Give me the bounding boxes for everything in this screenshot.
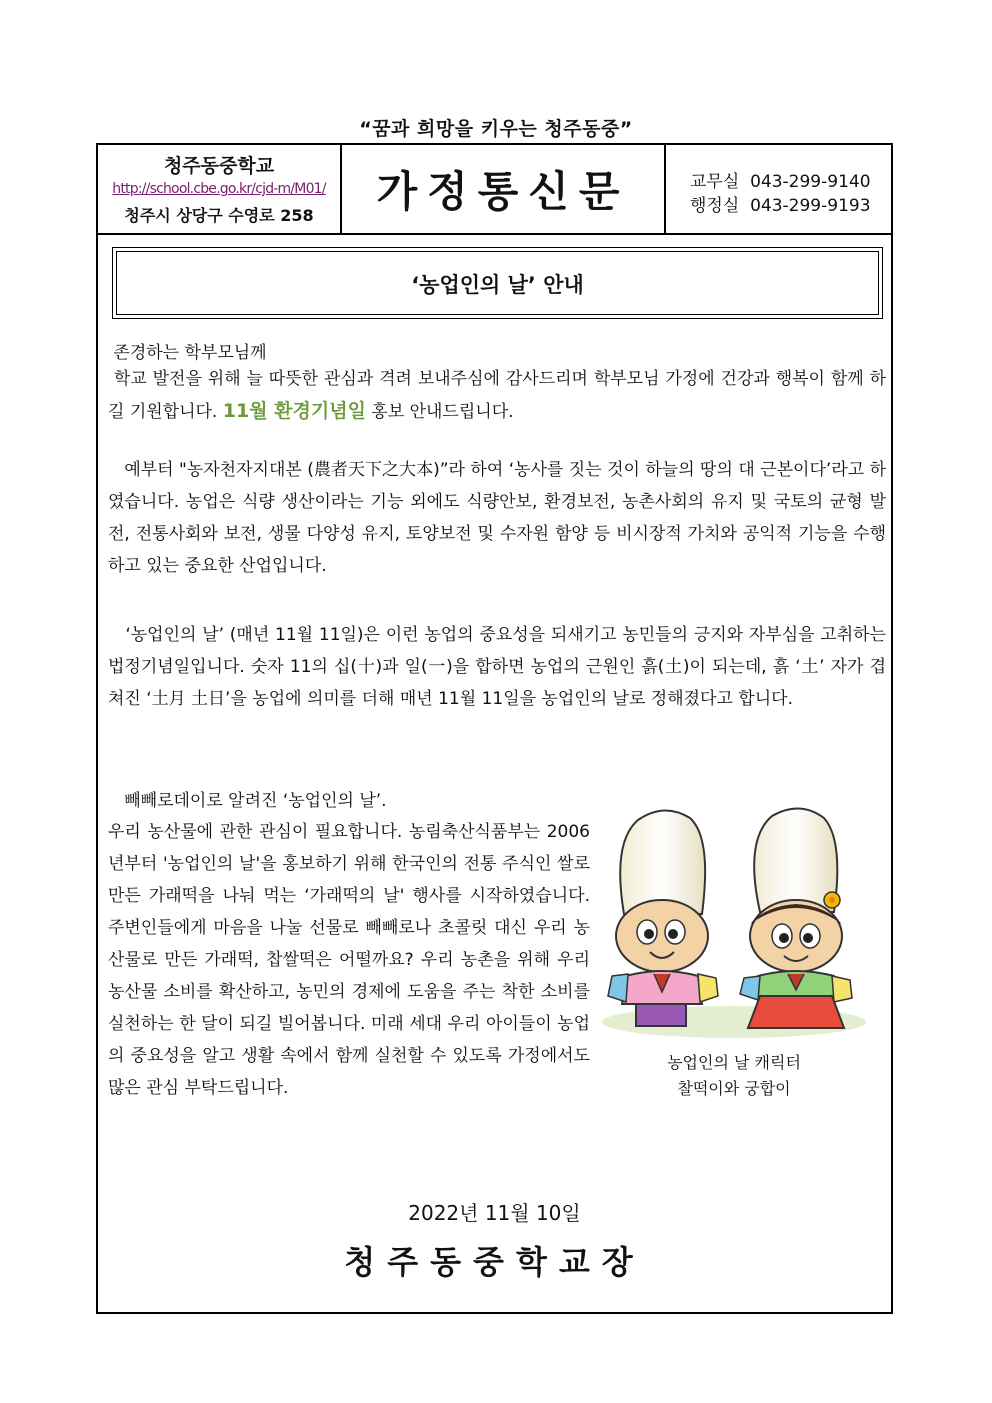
mascot-girl [740, 808, 852, 1028]
school-motto: “꿈과 희망을 키우는 청주동중” [359, 118, 633, 140]
mascot-illustration [594, 796, 874, 1046]
greeting-text: 존경하는 학부모님께 [113, 343, 267, 363]
mascot-boy [608, 810, 718, 1026]
school-info [98, 145, 342, 233]
paragraph-campaign: 우리 농산물에 관한 관심이 필요합니다. 농림축산식품부는 2006년부터 '농업인의 날'을 홍보하기 위해 한국인의 전통 주식인 쌀로 만든 가래떡을 나눠 먹는 ‘가래떡의 날' 행사를 시작하였습니다. 주변인들에게 마음을 나눌 선물로 빼빼로나 초콜릿 대신 우리 농산물로 만든 가래떡, 찹쌀떡은 어떨까요? 우리 농촌을 위해 우리 농산물 소비를 확산하고, 농민의 경제에 도움을 주는 착한 소비를 실천하는 한 달이 되길 빌어봅니다. 미래 세대 우리 아이들이 농업의 중요성을 알고 생활 속에서 함께 실천할 수 있도록 가정에서도 많은 관심 부탁드립니다. [108, 822, 590, 1098]
newsletter-frame [96, 143, 893, 1314]
intro-text-end: 홍보 안내드립니다. [365, 402, 514, 422]
paragraph-history [108, 454, 886, 582]
mascot-caption [604, 1050, 864, 1102]
principal-signature: 청주동중학교장 [344, 1243, 645, 1281]
issue-date: 2022년 11월 10일 [408, 1201, 581, 1225]
notice-title: ‘농업인의 날’ 안내 [411, 273, 584, 297]
school-url-link[interactable]: http://school.cbe.go.kr/cjd-m/M01/ [112, 181, 326, 197]
phone-academic-label: 교무실 [690, 172, 740, 192]
newsletter-title-cell [342, 145, 666, 233]
subheading [108, 785, 387, 817]
school-name: 청주동중학교 [163, 155, 275, 177]
paragraph-origin-text: ‘농업인의 날’ (매년 11월 11일)은 이런 농업의 중요성을 되새기고 농민들의 긍지와 자부심을 고취하는 법정기념일입니다. 숫자 11의 십(十)과 일(一)을 합하면 농업의 근원인 흙(土)이 되는데, 흙 ‘土’ 자가 겹쳐진 ‘土月 土日’을 농업에 의미를 더해 매년 11월 11일을 농업인의 날로 정해졌다고 합니다. [108, 625, 886, 709]
contact-info [666, 145, 891, 233]
phone-admin-number: 043-299-9193 [750, 196, 871, 216]
paragraph-history-text: 예부터 "농자천자지대본 (農者天下之大本)”라 하여 ‘농사를 짓는 것이 하늘의 땅의 대 근본이다’라고 하였습니다. 농업은 식량 생산이라는 기능 외에도 식량안보, 환경보전, 농촌사회의 유지 및 국토의 균형 발전, 전통사회와 보전, 생물 다양성 유지, 토양보전 및 수자원 함양 등 비시장적 가치와 공익적 기능을 수행하고 있는 중요한 산업입니다. [108, 460, 886, 576]
phone-academic-number: 043-299-9140 [750, 172, 871, 192]
notice-title-box [112, 247, 883, 319]
paragraph-origin [108, 619, 886, 715]
newsletter-title: 가정통신문 [376, 167, 630, 216]
phone-academic-office [690, 167, 871, 192]
phone-admin-office [690, 191, 871, 216]
notice-title-box-inner [116, 251, 879, 315]
mascot-caption-line2: 찰떡이와 궁합이 [677, 1079, 791, 1098]
newsletter-header [98, 145, 891, 235]
subheading-text: 빼빼로데이로 알려진 ‘농업인의 날’. [124, 791, 387, 811]
intro-paragraph [108, 363, 886, 428]
phone-admin-label: 행정실 [690, 196, 740, 216]
intro-text: 학교 발전을 위해 늘 따뜻한 관심과 격려 보내주심에 감사드리며 학부모님 가정에 건강과 행복이 함께 하길 기원합니다. [108, 369, 886, 422]
intro-highlight: 11월 환경기념일 [222, 400, 366, 422]
school-address: 청주시 상당구 수영로 258 [124, 206, 314, 225]
mascot-caption-line1: 농업인의 날 캐릭터 [667, 1053, 801, 1072]
